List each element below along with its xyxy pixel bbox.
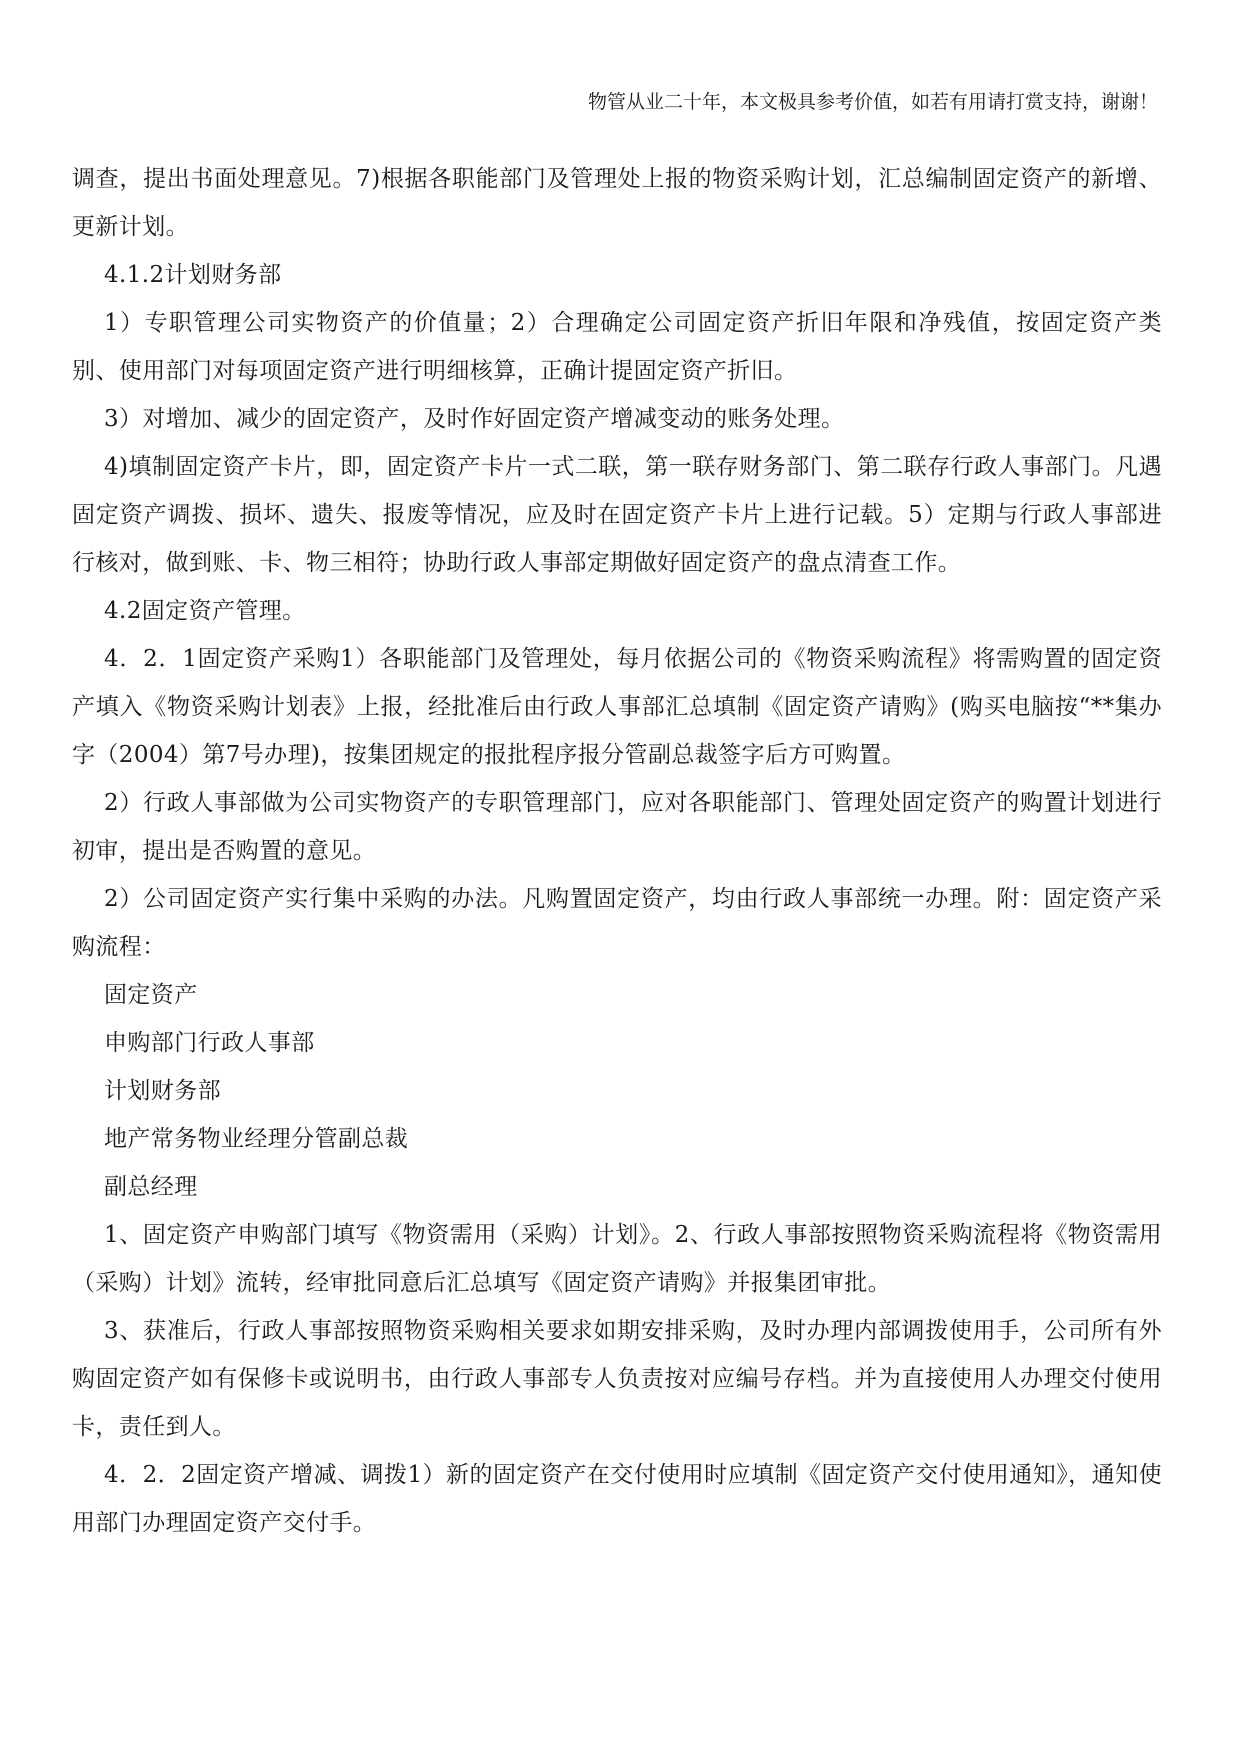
paragraph: 3）对增加、减少的固定资产，及时作好固定资产增减变动的账务处理。 — [104, 406, 845, 432]
paragraph: 4．2．1固定资产采购1）各职能部门及管理处，每月依据公司的《物资采购流程》将需购置的固定资产填入《物资采购计划表》上报，经批准后由行政人事部汇总填制《固定资产请购》(购买电脑按“**集办字（2004）第7号办理)，按集团规定的报批程序报分管副总裁签字后方可购置。 — [72, 646, 1162, 768]
header-note: 物管从业二十年，本文极具参考价值，如若有用请打赏支持，谢谢！ — [587, 91, 1158, 113]
flow-item: 申购部门行政人事部 — [104, 1030, 315, 1056]
flow-item: 副总经理 — [104, 1174, 198, 1200]
flow-item: 计划财务部 — [104, 1078, 221, 1104]
paragraph: 4)填制固定资产卡片，即，固定资产卡片一式二联，第一联存财务部门、第二联存行政人事部门。凡遇固定资产调拨、损坏、遗失、报废等情况，应及时在固定资产卡片上进行记载。5）定期与行政人事部进行核对，做到账、卡、物三相符；协助行政人事部定期做好固定资产的盘点清查工作。 — [72, 454, 1162, 576]
document-body — [72, 155, 1162, 1547]
section-heading-4-1-2: 4.1.2计划财务部 — [104, 262, 282, 288]
paragraph: 2）公司固定资产实行集中采购的办法。凡购置固定资产，均由行政人事部统一办理。附：固定资产采购流程： — [72, 886, 1162, 960]
paragraph: 4．2．2固定资产增减、调拨1）新的固定资产在交付使用时应填制《固定资产交付使用通知》，通知使用部门办理固定资产交付手。 — [72, 1462, 1162, 1536]
paragraph: 1）专职管理公司实物资产的价值量；2）合理确定公司固定资产折旧年限和净残值，按固定资产类别、使用部门对每项固定资产进行明细核算，正确计提固定资产折旧。 — [72, 310, 1162, 384]
paragraph: 2）行政人事部做为公司实物资产的专职管理部门，应对各职能部门、管理处固定资产的购置计划进行初审，提出是否购置的意见。 — [72, 790, 1162, 864]
paragraph: 3、获准后，行政人事部按照物资采购相关要求如期安排采购，及时办理内部调拨使用手，公司所有外购固定资产如有保修卡或说明书，由行政人事部专人负责按对应编号存档。并为直接使用人办理交付使用卡，责任到人。 — [72, 1318, 1162, 1440]
paragraph: 1、固定资产申购部门填写《物资需用（采购）计划》。2、行政人事部按照物资采购流程将《物资需用（采购）计划》流转，经审批同意后汇总填写《固定资产请购》并报集团审批。 — [72, 1222, 1162, 1296]
section-heading-4-2: 4.2固定资产管理。 — [104, 598, 306, 624]
paragraph-continued: 调查，提出书面处理意见。7)根据各职能部门及管理处上报的物资采购计划，汇总编制固定资产的新增、更新计划。 — [72, 166, 1162, 240]
flow-item: 固定资产 — [104, 982, 198, 1008]
flow-item: 地产常务物业经理分管副总裁 — [104, 1126, 409, 1152]
